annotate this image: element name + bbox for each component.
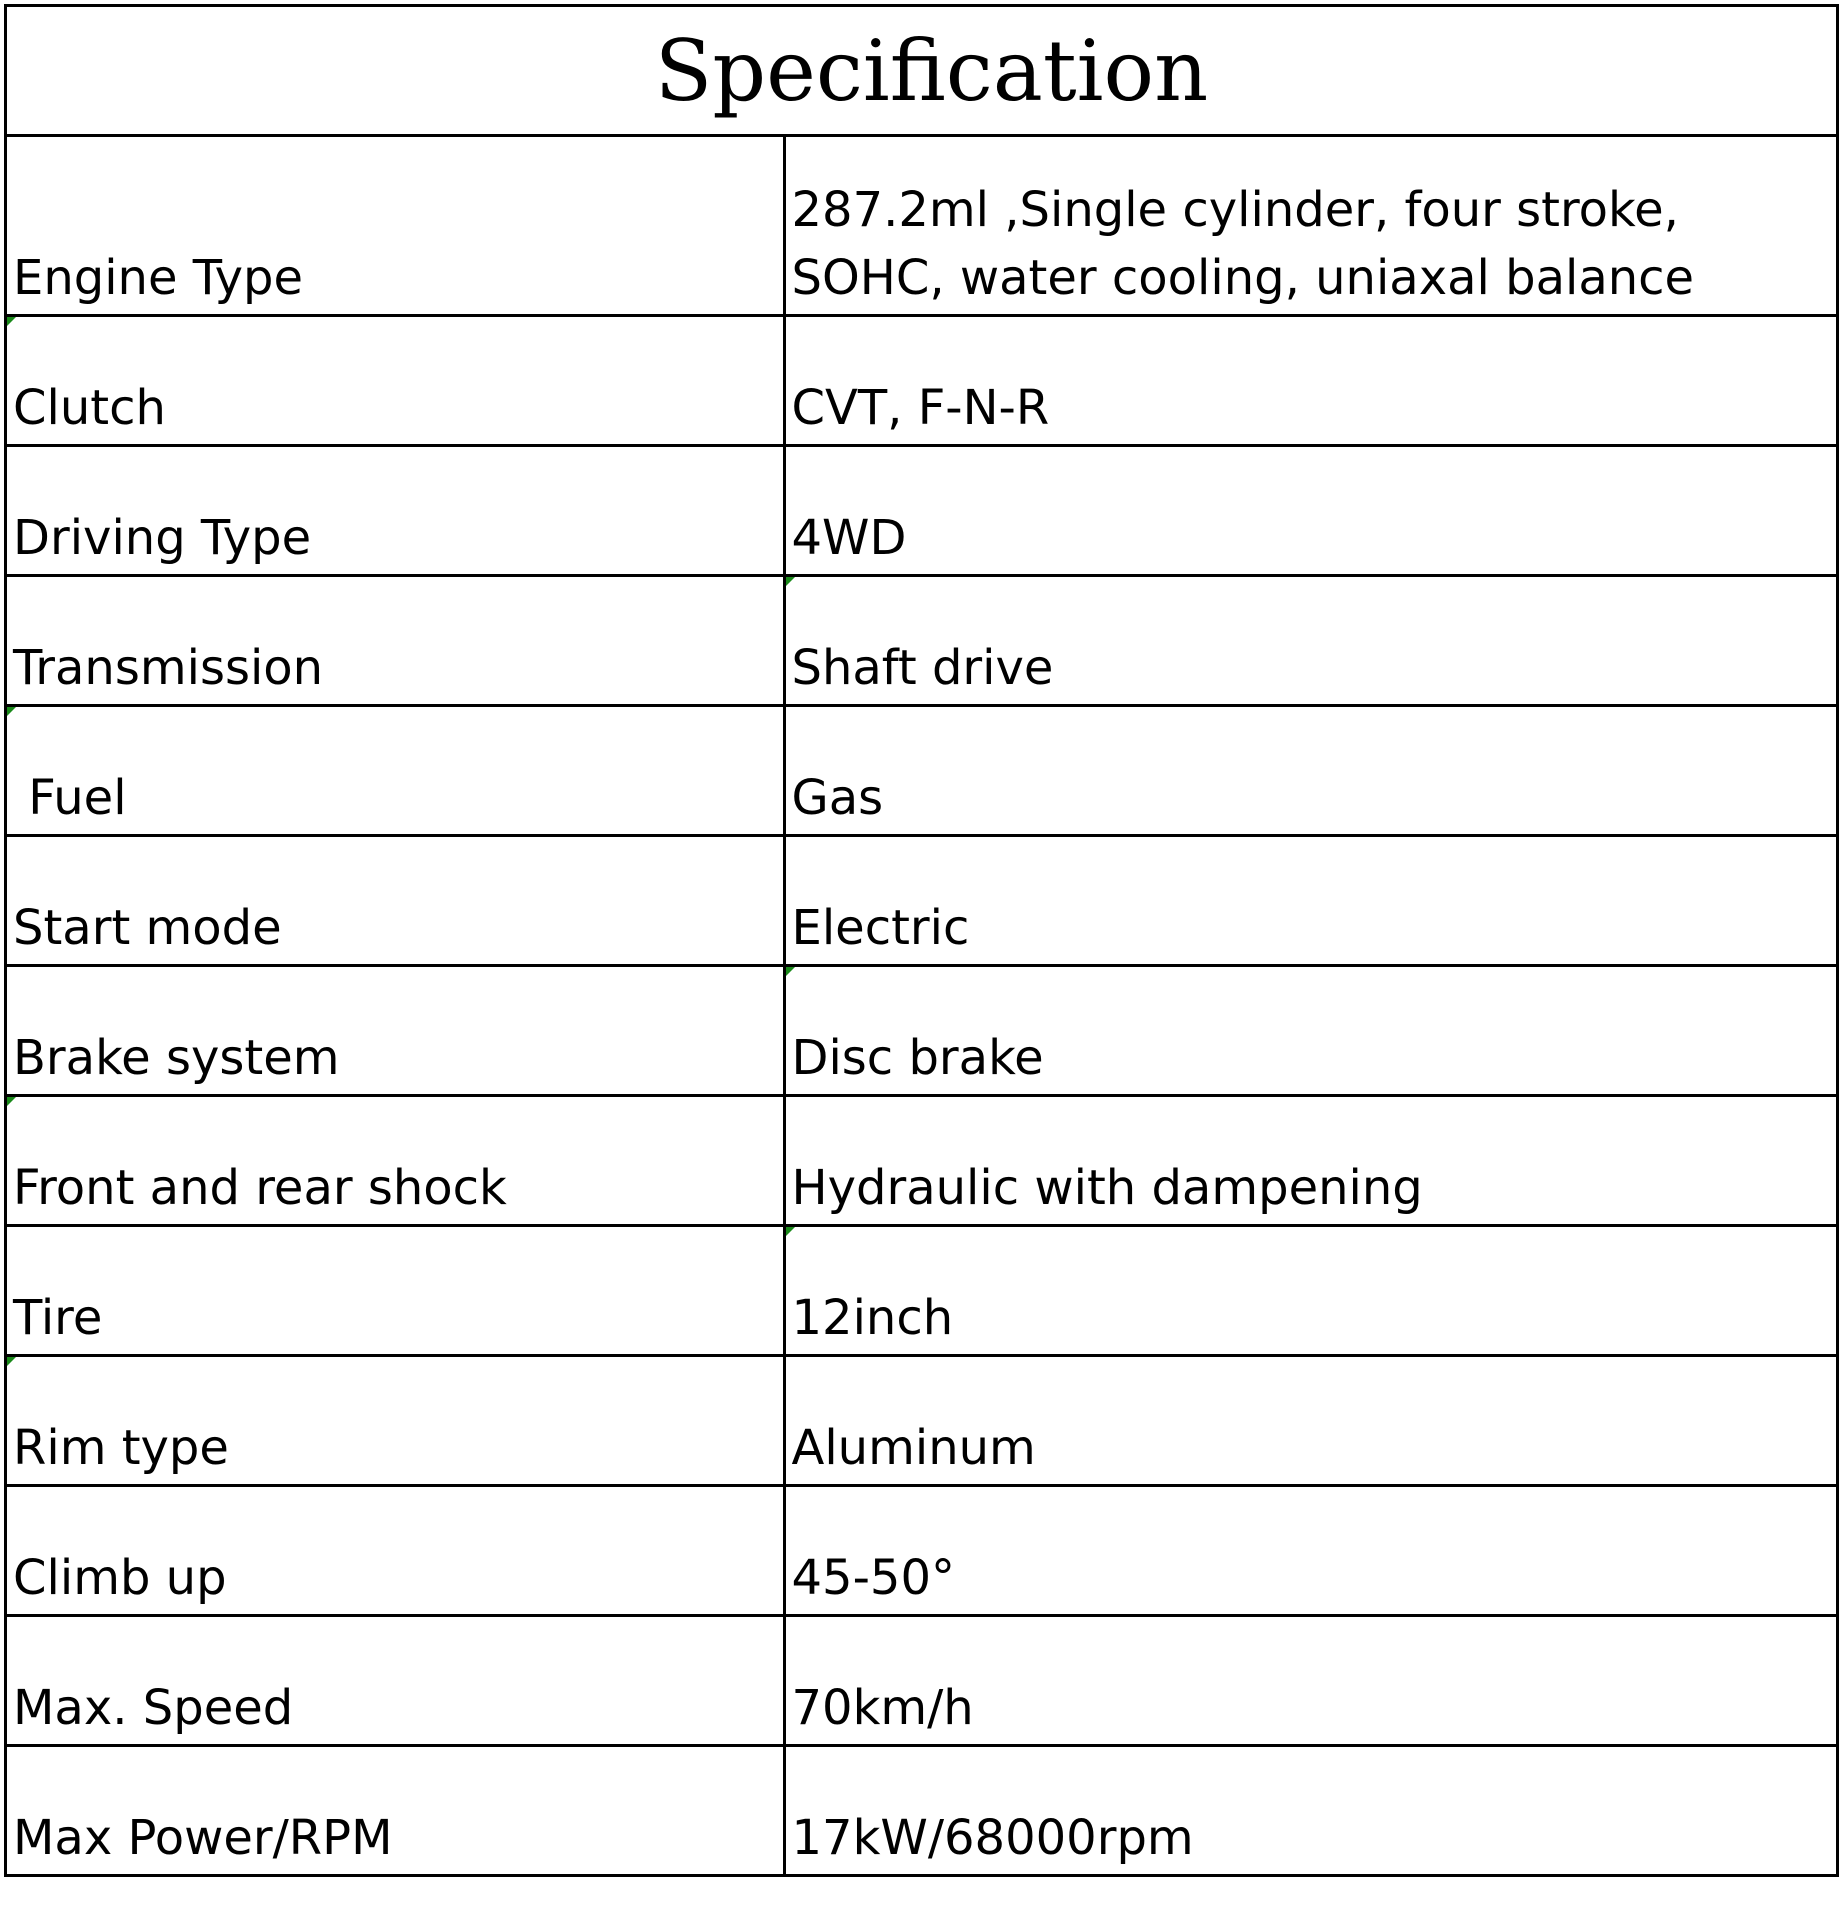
cell-rim-type-value[interactable]: Aluminum [784,1355,1836,1485]
cell-max-power-label[interactable]: Max Power/RPM [7,1745,784,1875]
cell-transmission-label[interactable]: Transmission [7,575,784,705]
cell-clutch-value[interactable]: CVT, F-N-R [784,315,1836,445]
table-row [7,835,1836,965]
cell-clutch-label[interactable]: Clutch [7,315,784,445]
page-title: Specification [654,21,1209,120]
table-row [7,705,1836,835]
table-row [7,965,1836,1095]
cell-max-power-value[interactable]: 17kW/68000rpm [784,1745,1836,1875]
table-row [7,575,1836,705]
cell-fuel-label[interactable]: Fuel [7,705,784,835]
cell-brake-system-label[interactable]: Brake system [7,965,784,1095]
cell-max-speed-value[interactable]: 70km/h [784,1615,1836,1745]
cell-climb-up-value[interactable]: 45-50° [784,1485,1836,1615]
table-row [7,445,1836,575]
cell-brake-system-value[interactable]: Disc brake [784,965,1836,1095]
cell-max-speed-label[interactable]: Max. Speed [7,1615,784,1745]
cell-driving-type-label[interactable]: Driving Type [7,445,784,575]
cell-note-marker [786,577,795,586]
cell-note-marker [786,967,795,976]
cell-note-marker [7,317,16,326]
table-row [7,137,1836,315]
table-row [7,1745,1836,1875]
cell-start-mode-value[interactable]: Electric [784,835,1836,965]
title-row[interactable] [7,7,1836,137]
table-row [7,1225,1836,1355]
cell-tire-value[interactable]: 12inch [784,1225,1836,1355]
cell-engine-type-value[interactable]: 287.2ml ,Single cylinder, four stroke, SOHC, water cooling, uniaxal balance [784,137,1836,315]
table-row [7,1615,1836,1745]
cell-tire-label[interactable]: Tire [7,1225,784,1355]
table-row [7,1485,1836,1615]
cell-note-marker [7,1097,16,1106]
cell-shock-value[interactable]: Hydraulic with dampening [784,1095,1836,1225]
cell-note-marker [7,707,16,716]
cell-start-mode-label[interactable]: Start mode [7,835,784,965]
cell-climb-up-label[interactable]: Climb up [7,1485,784,1615]
cell-fuel-value[interactable]: Gas [784,705,1836,835]
cell-driving-type-value[interactable]: 4WD [784,445,1836,575]
specification-sheet [4,4,1839,1877]
cell-note-marker [786,1227,795,1236]
cell-rim-type-label[interactable]: Rim type [7,1355,784,1485]
table-row [7,1355,1836,1485]
spec-table [7,137,1836,1877]
cell-shock-label[interactable]: Front and rear shock [7,1095,784,1225]
cell-note-marker [7,1357,16,1366]
table-row [7,315,1836,445]
cell-engine-type-label[interactable]: Engine Type [7,137,784,315]
table-row [7,1095,1836,1225]
cell-transmission-value[interactable]: Shaft drive [784,575,1836,705]
